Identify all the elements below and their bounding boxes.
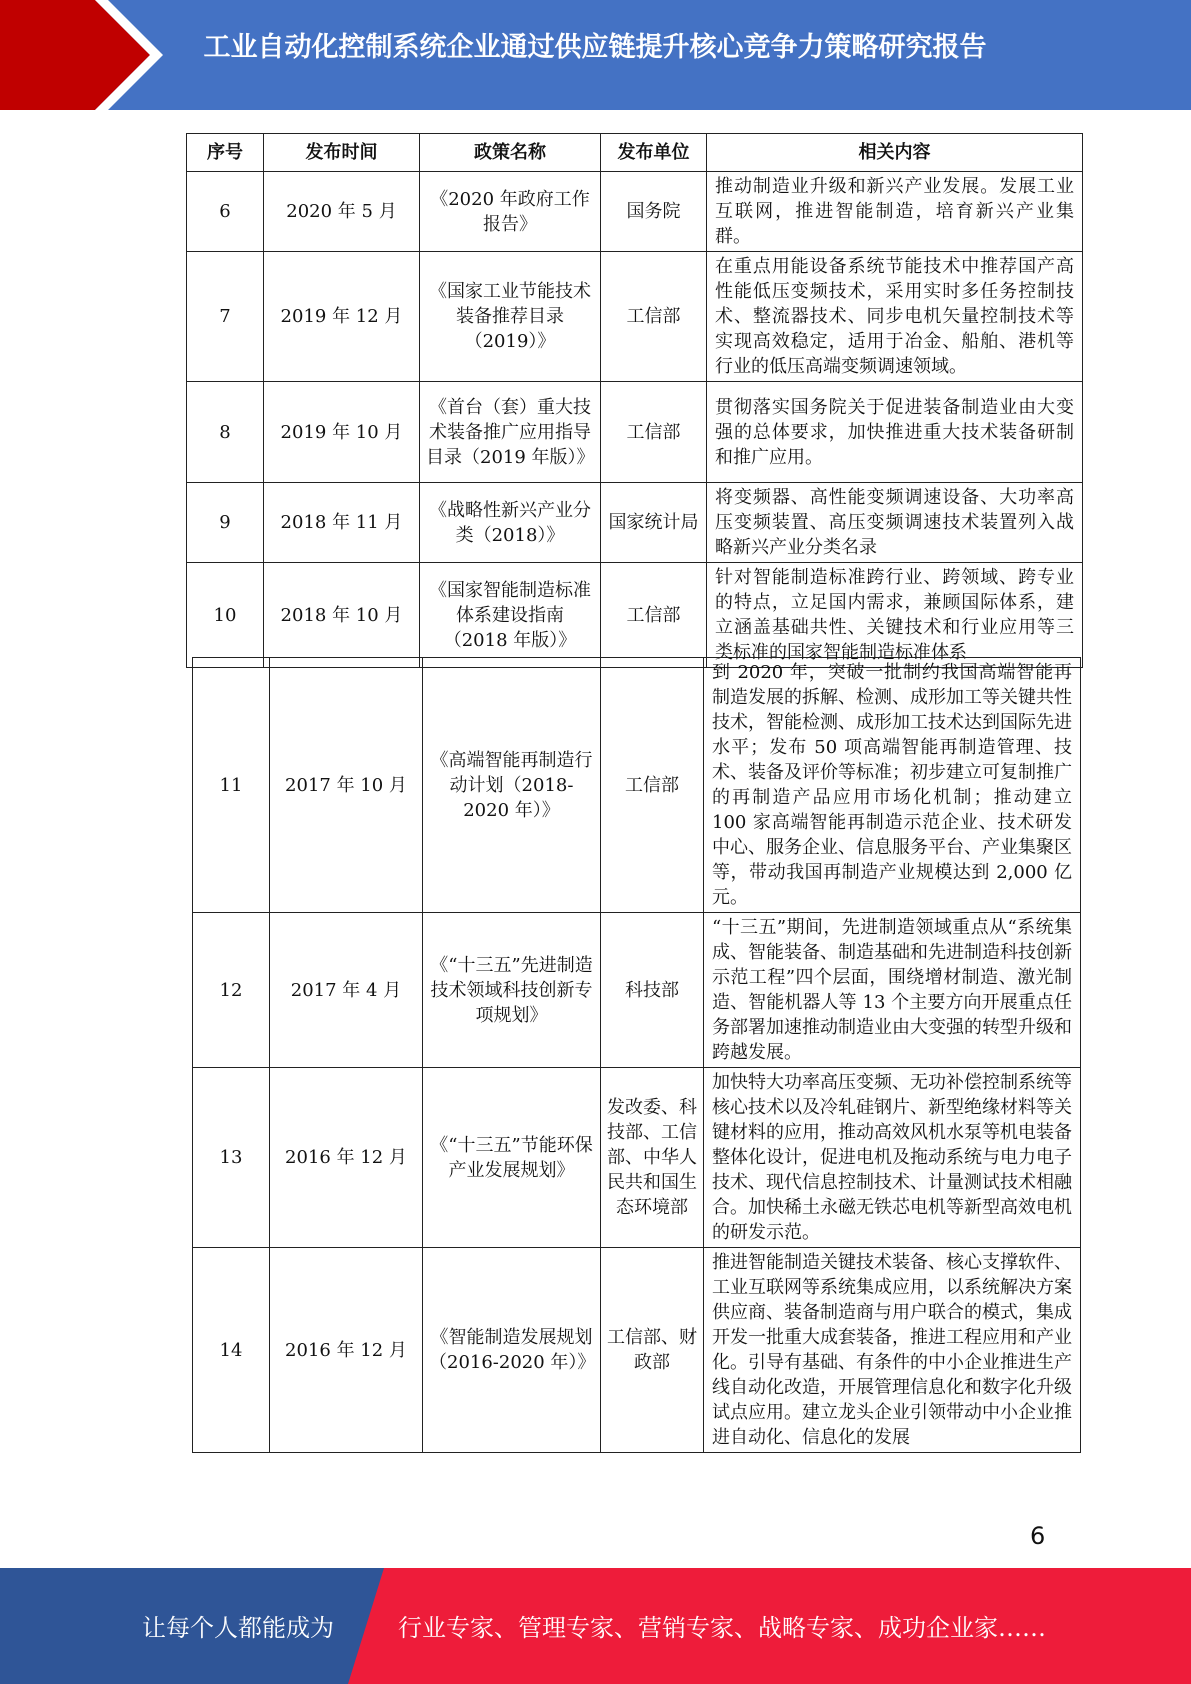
cell-no: 14 [193, 1248, 270, 1453]
cell-content: 贯彻落实国务院关于促进装备制造业由大变强的总体要求，加快推进重大技术装备研制和推广应用。 [707, 382, 1083, 483]
table-row [187, 172, 1083, 252]
cell-policy: 《“十三五”先进制造技术领域科技创新专项规划》 [423, 913, 601, 1068]
cell-no: 11 [193, 658, 270, 913]
policy-table-part2 [192, 657, 1081, 1453]
cell-date: 2016 年 12 月 [270, 1068, 423, 1248]
cell-policy: 《首台（套）重大技术装备推广应用指导目录（2019 年版）》 [420, 382, 601, 483]
header-policy: 政策名称 [420, 134, 601, 172]
header-content: 相关内容 [707, 134, 1083, 172]
cell-no: 9 [187, 483, 264, 563]
cell-date: 2018 年 11 月 [264, 483, 420, 563]
cell-policy: 《“十三五”节能环保产业发展规划》 [423, 1068, 601, 1248]
cell-issuer: 科技部 [601, 913, 704, 1068]
table-row [187, 382, 1083, 483]
cell-issuer: 国务院 [601, 172, 707, 252]
table-row [193, 913, 1081, 1068]
cell-date: 2019 年 12 月 [264, 252, 420, 382]
cell-date: 2020 年 5 月 [264, 172, 420, 252]
header-issuer: 发布单位 [601, 134, 707, 172]
cell-no: 6 [187, 172, 264, 252]
cell-content: 在重点用能设备系统节能技术中推荐国产高性能低压变频技术，采用实时多任务控制技术、整流器技术、同步电机矢量控制技术等实现高效稳定，适用于冶金、船舶、港机等行业的低压高端变频调速领域。 [707, 252, 1083, 382]
cell-date: 2017 年 10 月 [270, 658, 423, 913]
cell-issuer: 发改委、科技部、工信部、中华人民共和国生态环境部 [601, 1068, 704, 1248]
cell-no: 10 [187, 563, 264, 668]
table-row [187, 563, 1083, 668]
page-number: 6 [1030, 1522, 1046, 1550]
page-header [0, 0, 1191, 110]
cell-content: 加快特大功率高压变频、无功补偿控制系统等核心技术以及冷轧硅钢片、新型绝缘材料等关键材料的应用，推动高效风机水泵等机电装备整体化设计，促进电机及拖动系统与电力电子技术、现代信息控制技术、计量测试技术相融合。加快稀土永磁无铁芯电机等新型高效电机的研发示范。 [704, 1068, 1081, 1248]
footer-slogan-left: 让每个人都能成为 [142, 1614, 334, 1642]
page-footer [0, 1568, 1191, 1684]
footer-slogan-right: 行业专家、管理专家、营销专家、战略专家、成功企业家…… [398, 1614, 1046, 1642]
cell-content: 将变频器、高性能变频调速设备、大功率高压变频装置、高压变频调速技术装置列入战略新兴产业分类名录 [707, 483, 1083, 563]
cell-date: 2018 年 10 月 [264, 563, 420, 668]
cell-issuer: 工信部 [601, 382, 707, 483]
cell-content: 到 2020 年，突破一批制约我国高端智能再制造发展的拆解、检测、成形加工等关键共性技术，智能检测、成形加工技术达到国际先进水平；发布 50 项高端智能再制造管理、技术、装备及评价等标准；初步建立可复制推广的再制造产品应用市场化机制；推动建立 100 家高端智能再制造示范企业、技术研发中心、服务企业、信息服务平台、产业集聚区等，带动我国再制造产业规模达到 2,000 亿元。 [704, 658, 1081, 913]
header-no: 序号 [187, 134, 264, 172]
cell-date: 2019 年 10 月 [264, 382, 420, 483]
cell-date: 2016 年 12 月 [270, 1248, 423, 1453]
table-header-row [187, 134, 1083, 172]
table-row [187, 252, 1083, 382]
table-row [193, 1068, 1081, 1248]
cell-issuer: 工信部 [601, 658, 704, 913]
cell-policy: 《2020 年政府工作报告》 [420, 172, 601, 252]
cell-issuer: 国家统计局 [601, 483, 707, 563]
cell-no: 13 [193, 1068, 270, 1248]
cell-content: 针对智能制造标准跨行业、跨领域、跨专业的特点，立足国内需求，兼顾国际体系，建立涵盖基础共性、关键技术和行业应用等三类标准的国家智能制造标准体系 [707, 563, 1083, 668]
cell-no: 12 [193, 913, 270, 1068]
cell-policy: 《战略性新兴产业分类（2018）》 [420, 483, 601, 563]
document-title: 工业自动化控制系统企业通过供应链提升核心竞争力策略研究报告 [203, 32, 987, 63]
cell-issuer: 工信部 [601, 252, 707, 382]
cell-date: 2017 年 4 月 [270, 913, 423, 1068]
header-date: 发布时间 [264, 134, 420, 172]
cell-no: 8 [187, 382, 264, 483]
cell-content: “十三五”期间，先进制造领域重点从“系统集成、智能装备、制造基础和先进制造科技创新示范工程”四个层面，围绕增材制造、激光制造、智能机器人等 13 个主要方向开展重点任务部署加速推动制造业由大变强的转型升级和跨越发展。 [704, 913, 1081, 1068]
cell-policy: 《智能制造发展规划（2016-2020 年）》 [423, 1248, 601, 1453]
cell-content: 推动制造业升级和新兴产业发展。发展工业互联网，推进智能制造，培育新兴产业集群。 [707, 172, 1083, 252]
cell-issuer: 工信部 [601, 563, 707, 668]
cell-policy: 《国家工业节能技术装备推荐目录（2019）》 [420, 252, 601, 382]
policy-table-part1 [186, 133, 1083, 668]
cell-content: 推进智能制造关键技术装备、核心支撑软件、工业互联网等系统集成应用，以系统解决方案供应商、装备制造商与用户联合的模式，集成开发一批重大成套装备，推进工程应用和产业化。引导有基础、有条件的中小企业推进生产线自动化改造，开展管理信息化和数字化升级试点应用。建立龙头企业引领带动中小企业推进自动化、信息化的发展 [704, 1248, 1081, 1453]
cell-no: 7 [187, 252, 264, 382]
table-row [187, 483, 1083, 563]
table-row [193, 658, 1081, 913]
table-row [193, 1248, 1081, 1453]
cell-policy: 《国家智能制造标准体系建设指南（2018 年版）》 [420, 563, 601, 668]
cell-issuer: 工信部、财政部 [601, 1248, 704, 1453]
cell-policy: 《高端智能再制造行动计划（2018-2020 年）》 [423, 658, 601, 913]
